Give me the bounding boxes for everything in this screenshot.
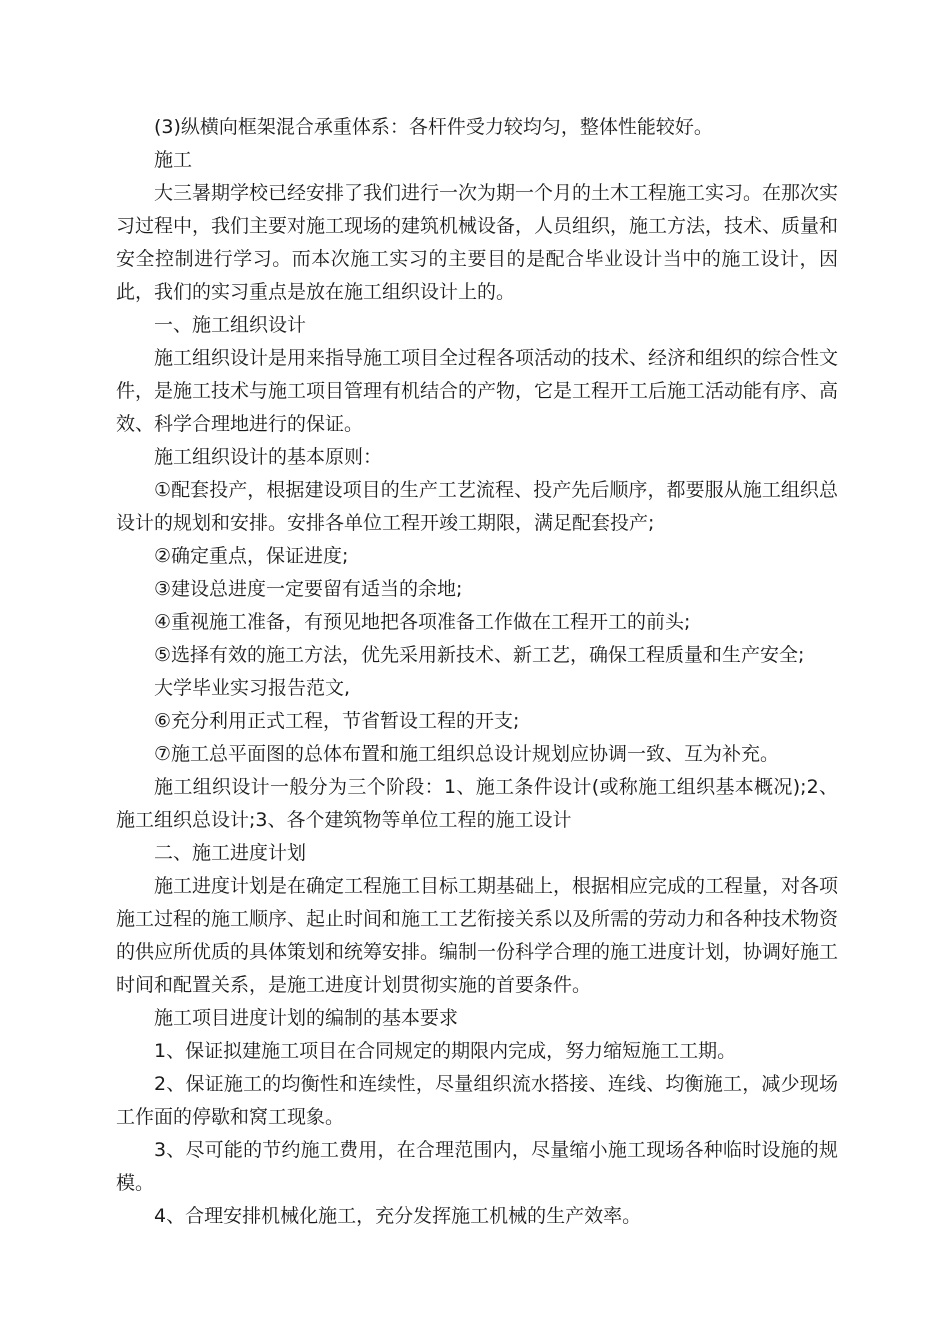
section-heading-progress-plan: 二、施工进度计划 — [154, 842, 307, 864]
list-item-principle-1: ①配套投产，根据建设项目的生产工艺流程、投产先后顺序，都要服从施工组织总设计的规划和安排。安排各单位工程开竣工期限，满足配套投产; — [116, 479, 838, 534]
section-heading-organization-design: 一、施工组织设计 — [154, 314, 307, 336]
paragraph-progress-plan-definition: 施工进度计划是在确定工程施工目标工期基础上，根据相应完成的工程量，对各项施工过程的施工顺序、起止时间和施工工艺衔接关系以及所需的劳动力和各种技术物资的供应所优质的具体策划和统筹安排。编制一份科学合理的施工进度计划，协调好施工时间和配置关系，是施工进度计划贯彻实施的首要条件。 — [116, 875, 839, 996]
list-item-principle-3: ③建设总进度一定要留有适当的余地; — [154, 578, 463, 600]
paragraph-design-stages: 施工组织设计一般分为三个阶段：1、施工条件设计(或称施工组织基本概况);2、施工组织总设计;3、各个建筑物等单位工程的施工设计 — [116, 776, 838, 831]
paragraph-basic-principles-heading: 施工组织设计的基本原则： — [154, 446, 383, 468]
list-item-principle-5: ⑤选择有效的施工方法，优先采用新技术、新工艺，确保工程质量和生产安全; — [154, 644, 805, 666]
paragraph-structure-note: (3)纵横向框架混合承重体系：各杆件受力较均匀，整体性能较好。 — [154, 116, 713, 138]
list-item-principle-2: ②确定重点，保证进度; — [154, 545, 349, 567]
paragraph-report-sample-note: 大学毕业实习报告范文, — [154, 677, 351, 699]
paragraph-requirements-heading: 施工项目进度计划的编制的基本要求 — [154, 1007, 459, 1029]
list-item-requirement-2: 2、保证施工的均衡性和连续性，尽量组织流水搭接、连线、均衡施工，减少现场工作面的停歇和窝工现象。 — [116, 1073, 838, 1128]
list-item-principle-4: ④重视施工准备，有预见地把各项准备工作做在工程开工的前头; — [154, 611, 691, 633]
paragraph-construction-heading: 施工 — [154, 149, 193, 171]
paragraph-organization-design-definition: 施工组织设计是用来指导施工项目全过程各项活动的技术、经济和组织的综合性文件，是施工技术与施工项目管理有机结合的产物，它是工程开工后施工活动能有序、高效、科学合理地进行的保证。 — [116, 347, 839, 435]
list-item-requirement-4: 4、合理安排机械化施工，充分发挥施工机械的生产效率。 — [154, 1205, 642, 1227]
list-item-principle-7: ⑦施工总平面图的总体布置和施工组织总设计规划应协调一致、互为补充。 — [154, 743, 780, 765]
list-item-requirement-1: 1、保证拟建施工项目在合同规定的期限内完成，努力缩短施工工期。 — [154, 1040, 737, 1062]
list-item-requirement-3: 3、尽可能的节约施工费用，在合理范围内，尽量缩小施工现场各种临时设施的规模。 — [116, 1139, 838, 1194]
list-item-principle-6: ⑥充分利用正式工程，节省暂设工程的开支; — [154, 710, 520, 732]
paragraph-internship-intro: 大三暑期学校已经安排了我们进行一次为期一个月的土木工程施工实习。在那次实习过程中，我们主要对施工现场的建筑机械设备，人员组织，施工方法，技术、质量和安全控制进行学习。而本次施工实习的主要目的是配合毕业设计当中的施工设计，因此，我们的实习重点是放在施工组织设计上的。 — [116, 182, 839, 303]
document-page — [116, 111, 838, 1233]
